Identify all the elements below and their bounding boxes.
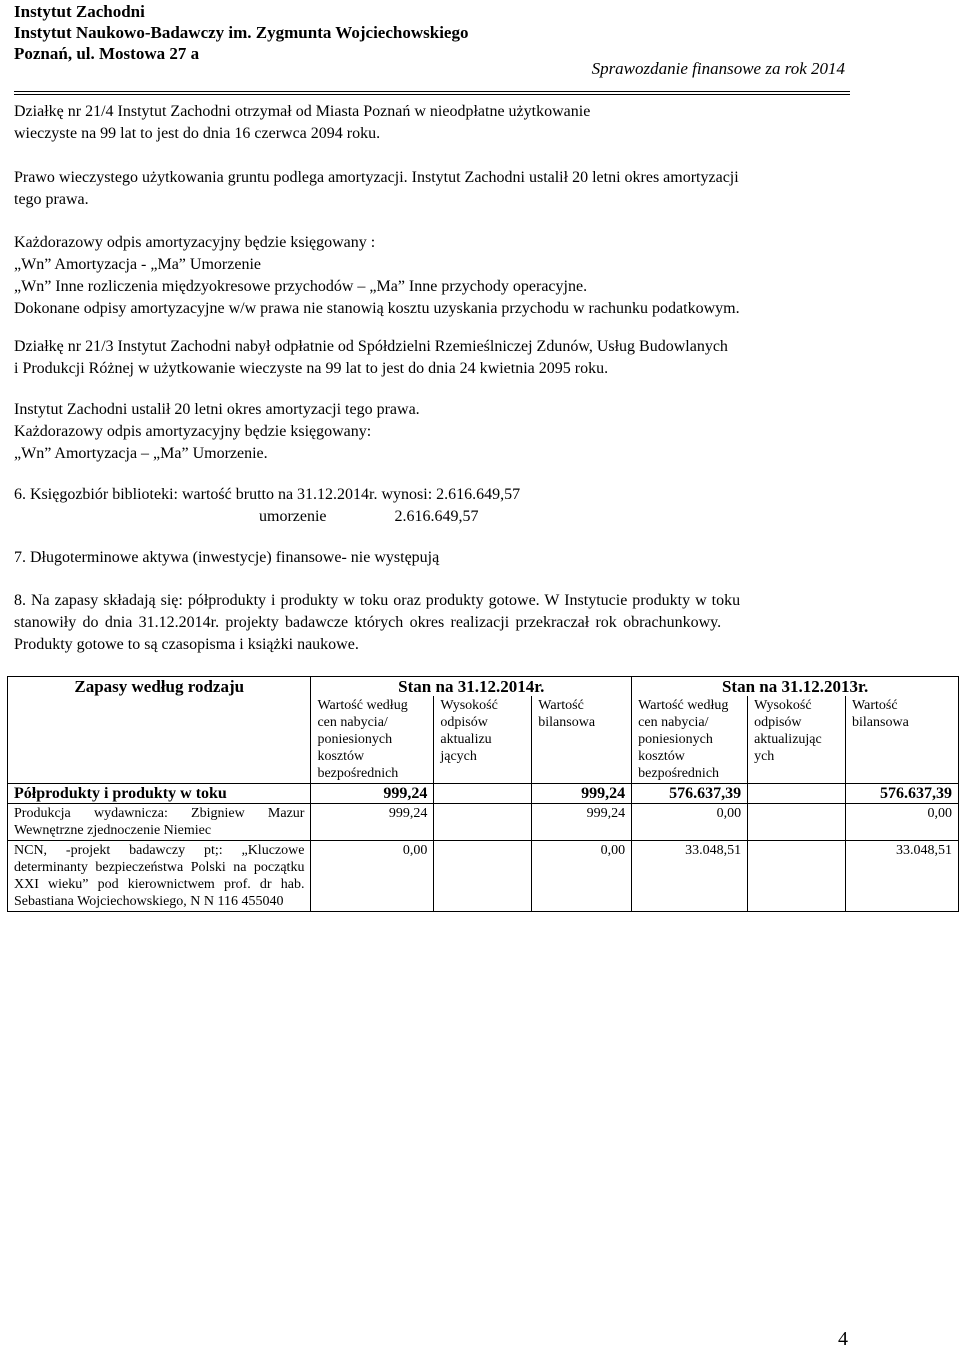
cell-value: 999,24 (532, 784, 632, 804)
text-line: wieczyste na 99 lat to jest do dnia 16 czerwca 2094 roku. (14, 125, 381, 142)
text-line: 7. Długoterminowe aktywa (inwestycje) finansowe- nie występują (14, 549, 440, 566)
row-label: NCN, -projekt badawczy pt;: „Kluczowe determinanty bezpieczeństwa Polski na początku XXI wieku” pod kierownictwem prof. dr hab. Sebastiana Wojciechowskiego, N N 116 455040 (8, 841, 311, 912)
cell-value (434, 804, 532, 841)
text-line: Prawo wieczystego użytkowania gruntu podlega amortyzacji. Instytut Zachodni ustalił 20 letni okres amortyzacji (14, 169, 739, 186)
section-7-financial-assets (14, 547, 852, 569)
institute-name: Instytut Zachodni (14, 2, 145, 21)
col-header: Wysokość odpisów aktualizu jących (434, 696, 532, 784)
page-number: 4 (838, 1328, 848, 1350)
text-line: tego prawa. (14, 191, 89, 208)
cell-value: 33.048,51 (632, 841, 748, 912)
institute-address: Poznań, ul. Mostowa 27 a (14, 44, 200, 63)
col-header: Wysokość odpisów aktualizując ych (748, 696, 846, 784)
text-line (14, 506, 852, 528)
cell-value: 0,00 (846, 804, 959, 841)
text-line: „Wn” Amortyzacja – „Ma” Umorzenie. (14, 445, 268, 462)
cell-value: 0,00 (532, 841, 632, 912)
text-line: Dokonane odpisy amortyzacyjne w/w prawa nie stanowią kosztu uzyskania przychodu w rachunku podatkowym. (14, 300, 740, 317)
text-line: Instytut Zachodni ustalił 20 letni okres amortyzacji tego prawa. (14, 401, 420, 418)
cell-value (748, 784, 846, 804)
cell-value: 999,24 (532, 804, 632, 841)
paragraph-plot-21-3-amortization (14, 399, 852, 465)
cell-value: 33.048,51 (846, 841, 959, 912)
header-divider (14, 91, 850, 92)
row-label: Produkcja wydawnicza: Zbigniew Mazur Wewnętrzne zjednoczenie Niemiec (8, 804, 311, 841)
section-8-inventory (14, 590, 852, 656)
row-label: Półprodukty i produkty w toku (8, 784, 311, 804)
table-title: Zapasy według rodzaju (8, 677, 311, 784)
institute-fullname: Instytut Naukowo-Badawczy im. Zygmunta Wojciechowskiego (14, 23, 469, 42)
text-line: „Wn” Inne rozliczenia międzyokresowe przychodów – „Ma” Inne przychody operacyjne. (14, 278, 588, 295)
col-header: Wartość według cen nabycia/ poniesionych kosztów bezpośrednich (311, 696, 434, 784)
table-row (8, 784, 959, 804)
text-line: 8. Na zapasy składają się: półprodukty i produkty w toku oraz produkty gotowe. W Instytucie produkty w toku (14, 592, 741, 609)
cell-value: 576.637,39 (846, 784, 959, 804)
col-header: Wartość bilansowa (846, 696, 959, 784)
paragraph-booking (14, 232, 852, 320)
text-line: Każdorazowy odpis amortyzacyjny będzie księgowany: (14, 423, 372, 440)
depreciation-value: 2.616.649,57 (394, 508, 479, 525)
text-line: 6. Księgozbiór biblioteki: wartość brutto na 31.12.2014r. wynosi: 2.616.649,57 (14, 486, 521, 503)
depreciation-label: umorzenie (259, 508, 327, 525)
paragraph-plot-21-4 (14, 101, 852, 145)
inventory-table (7, 676, 959, 912)
cell-value: 999,24 (311, 784, 434, 804)
table-row (8, 804, 959, 841)
cell-value (434, 841, 532, 912)
cell-value: 999,24 (311, 804, 434, 841)
cell-value: 0,00 (311, 841, 434, 912)
table-row (8, 841, 959, 912)
text-line: i Produkcji Różnej w użytkowanie wieczyste na 99 lat to jest do dnia 24 kwietnia 2095 roku. (14, 360, 609, 377)
text-line: Produkty gotowe to są czasopisma i książki naukowe. (14, 636, 359, 653)
col-header: Wartość bilansowa (532, 696, 632, 784)
cell-value: 0,00 (632, 804, 748, 841)
text-line: stanowiły do dnia 31.12.2014r. projekty badawcze których okres realizacji przekraczał rok obrachunkowy. (14, 614, 722, 631)
section-6-library (14, 484, 852, 528)
text-line: Każdorazowy odpis amortyzacyjny będzie księgowany : (14, 234, 376, 251)
col-header: Wartość według cen nabycia/ poniesionych kosztów bezpośrednich (632, 696, 748, 784)
text-line: Działkę nr 21/3 Instytut Zachodni nabył odpłatnie od Spółdzielni Rzemieślniczej Zdunów, Usług Budowlanych (14, 338, 728, 355)
cell-value (748, 804, 846, 841)
stan-2014-header: Stan na 31.12.2014r. (311, 677, 632, 697)
cell-value: 576.637,39 (632, 784, 748, 804)
text-line: „Wn” Amortyzacja - „Ma” Umorzenie (14, 256, 261, 273)
cell-value (434, 784, 532, 804)
paragraph-plot-21-3 (14, 336, 852, 380)
cell-value (748, 841, 846, 912)
table-header-row (8, 677, 959, 697)
stan-2013-header: Stan na 31.12.2013r. (632, 677, 959, 697)
header-divider-2 (14, 94, 850, 95)
paragraph-amortization (14, 167, 852, 211)
text-line: Działkę nr 21/4 Instytut Zachodni otrzymał od Miasta Poznań w nieodpłatne użytkowanie (14, 103, 591, 120)
report-title: Sprawozdanie finansowe za rok 2014 (591, 59, 845, 78)
